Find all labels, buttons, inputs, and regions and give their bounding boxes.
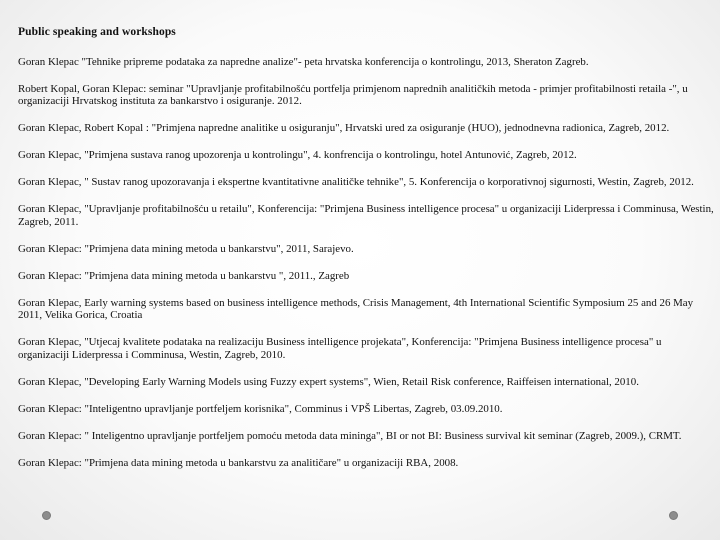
decorative-dot-left bbox=[42, 511, 51, 520]
list-item: Goran Klepac, "Developing Early Warning Models using Fuzzy expert systems", Wien, Retail Risk conference, Raiffeisen international, 2010. bbox=[18, 375, 639, 388]
list-item: Goran Klepac: "Primjena data mining metoda u bankarstvu za analitičare" u organizaciji RBA, 2008. bbox=[18, 456, 459, 469]
list-item: Goran Klepac: "Primjena data mining metoda u bankarstvu ", 2011., Zagreb bbox=[18, 269, 350, 282]
list-item: Goran Klepac "Tehnike pripreme podataka za napredne analize"- peta hrvatska konferencija o kontrolingu, 2013, Sheraton Zagreb. bbox=[18, 56, 589, 68]
list-item: Goran Klepac, "Upravljanje profitabilnošću u retailu", Konferencija: "Primjena Business intelligence procesa" u organizaciji Liderpressa i Comminusa, Westin, Zagreb, 2011. bbox=[18, 203, 714, 228]
list-item: Goran Klepac, "Primjena sustava ranog upozorenja u kontrolingu", 4. konfrencija o kontrolingu, hotel Antunović, Zagreb, 2012. bbox=[18, 149, 577, 162]
list-item: Goran Klepac: " Inteligentno upravljanje portfeljem pomoću metoda data mininga", BI or not BI: Business survival kit seminar (Zagreb, 2009.), CRMT. bbox=[18, 429, 682, 442]
decorative-dot-right bbox=[669, 511, 678, 520]
list-item: Robert Kopal, Goran Klepac: seminar "Upravljanje profitabilnošću portfelja primjenom naprednih analitičkih metoda - primjer profitabilnosti retaila -", u organizaciji Hrvatskog instituta za bankarstvo i osiguranje. 2012. bbox=[18, 83, 688, 108]
list-item: Goran Klepac, "Utjecaj kvalitete podataka na realizaciju Business intelligence projekata", Konferencija: "Primjena Business intelligence procesa" u organizaciji Liderpressa i Comminusa, Westin, Zagreb, 2010. bbox=[18, 336, 662, 361]
list-item: Goran Klepac, Robert Kopal : "Primjena napredne analitike u osiguranju", Hrvatski ured za osiguranje (HUO), jednodnevna radionica, Zagreb, 2012. bbox=[18, 122, 670, 135]
list-item: Goran Klepac, Early warning systems based on business intelligence methods, Crisis Management, 4th International Scientific Symposium 25 and 26 May 2011, Velika Gorica, Croatia bbox=[18, 296, 694, 322]
list-item: Goran Klepac, " Sustav ranog upozoravanja i ekspertne kvantitativne analitičke tehnike", 5. Konferencija o korporativnoj sigurnosti, Westin, Zagreb, 2012. bbox=[18, 176, 694, 189]
slide-title: Public speaking and workshops bbox=[18, 26, 176, 38]
list-item: Goran Klepac: "Inteligentno upravljanje portfeljem korisnika", Comminus i VPŠ Libertas, Zagreb, 03.09.2010. bbox=[18, 402, 503, 415]
entries-list bbox=[18, 56, 714, 484]
list-item: Goran Klepac: "Primjena data mining metoda u bankarstvu", 2011, Sarajevo. bbox=[18, 242, 354, 255]
